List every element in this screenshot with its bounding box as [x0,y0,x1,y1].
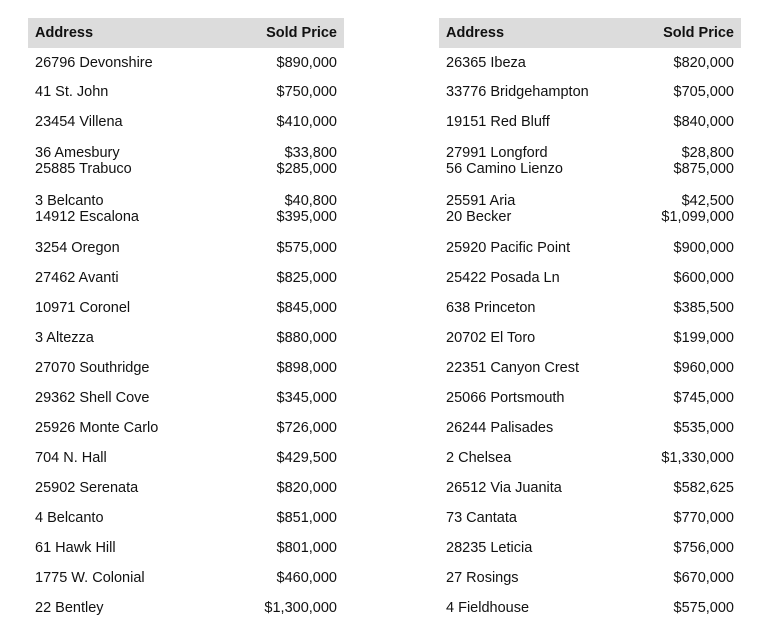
table-row [28,413,344,443]
address-text: 25902 Serenata [35,480,139,496]
sold-price-text: $756,000 [673,540,734,556]
sold-price-cell [234,185,344,233]
table-header-row [439,18,741,48]
sold-price-cell [635,48,741,77]
sold-price-cell [234,413,344,443]
address-text: 20 Becker [446,209,512,225]
sold-price-cell [234,593,344,623]
table-row [439,107,741,137]
table-row [28,107,344,137]
address-text: 56 Camino Lienzo [446,161,563,177]
sold-price-text: $801,000 [276,540,337,556]
address-cell [439,185,635,233]
sold-price-cell [234,353,344,383]
table-row [439,383,741,413]
sold-price-cell [234,443,344,473]
sold-price-text: $385,500 [673,300,734,316]
sold-price-text: $840,000 [673,114,734,130]
sold-price-cell [635,323,741,353]
address-text: 29362 Shell Cove [35,390,150,406]
table-row [28,353,344,383]
address-text: 3 Altezza [35,330,94,346]
sold-price-cell [635,107,741,137]
address-cell [28,473,234,503]
sold-price-cell [234,48,344,77]
address-text: 73 Cantata [446,510,517,526]
address-text: 25066 Portsmouth [446,390,565,406]
sold-price-text: $28,800 [681,145,734,161]
table-row [439,563,741,593]
address-cell [439,503,635,533]
sold-price-text: $670,000 [673,570,734,586]
table-row [28,323,344,353]
address-text: 25926 Monte Carlo [35,420,159,436]
table-row [28,48,344,77]
sold-price-cell [234,473,344,503]
table-row [439,185,741,233]
sold-price-cell [234,107,344,137]
address-text: 27 Rosings [446,570,519,586]
table-row [439,353,741,383]
table-row [439,413,741,443]
address-text: 4 Belcanto [35,510,104,526]
address-text: 4 Fieldhouse [446,600,530,616]
sold-price-text: $851,000 [276,510,337,526]
table-row [28,77,344,107]
address-text: 704 N. Hall [35,450,107,466]
address-cell [28,593,234,623]
address-cell [28,185,234,233]
column-header-sold-price: Sold Price [635,18,741,48]
sold-price-text: $880,000 [276,330,337,346]
address-text: 23454 Villena [35,114,123,130]
sold-price-cell [635,533,741,563]
address-text: 1775 W. Colonial [35,570,145,586]
address-cell [28,48,234,77]
sold-price-text: $600,000 [673,270,734,286]
table-row [439,77,741,107]
address-cell [28,233,234,263]
sold-price-text: $460,000 [276,570,337,586]
address-cell [439,533,635,563]
address-cell [28,383,234,413]
address-cell [439,383,635,413]
sold-price-cell [234,563,344,593]
sold-price-text: $1,099,000 [661,209,734,225]
address-text: 41 St. John [35,84,109,100]
table-row [439,503,741,533]
table-row [28,563,344,593]
sold-price-cell [635,473,741,503]
sold-price-text: $900,000 [673,240,734,256]
sold-price-text: $726,000 [276,420,337,436]
sold-price-text: $820,000 [276,480,337,496]
address-cell [439,443,635,473]
sold-price-text: $33,800 [284,145,337,161]
address-cell [28,443,234,473]
table-header-row [28,18,344,48]
address-cell [439,593,635,623]
sold-price-text: $875,000 [673,161,734,177]
address-text: 2 Chelsea [446,450,512,466]
address-text: 27991 Longford [446,145,548,161]
address-text: 638 Princeton [446,300,536,316]
sold-price-text: $750,000 [276,84,337,100]
sold-price-text: $575,000 [276,240,337,256]
sold-price-cell [234,503,344,533]
sold-price-cell [234,533,344,563]
address-text: 26512 Via Juanita [446,480,562,496]
address-cell [28,137,234,185]
table-row [439,137,741,185]
table-row [28,443,344,473]
table-row [28,185,344,233]
address-cell [439,473,635,503]
address-text: 25920 Pacific Point [446,240,571,256]
sold-price-cell [635,293,741,323]
sold-price-text: $575,000 [673,600,734,616]
table-row [28,503,344,533]
address-text: 3 Belcanto [35,193,104,209]
address-cell [439,48,635,77]
address-cell [439,263,635,293]
table-row [439,473,741,503]
table-row [439,533,741,563]
address-cell [28,107,234,137]
table-row [28,533,344,563]
sold-price-cell [635,263,741,293]
sold-price-text: $960,000 [673,360,734,376]
address-text: 36 Amesbury [35,145,120,161]
table-row [28,137,344,185]
sold-price-cell [234,233,344,263]
sold-price-text: $1,330,000 [661,450,734,466]
address-cell [439,563,635,593]
address-cell [439,77,635,107]
table-row [439,293,741,323]
table-row [28,383,344,413]
sold-price-cell [234,263,344,293]
address-text: 26365 Ibeza [446,54,526,71]
address-text: 19151 Red Bluff [446,114,550,130]
address-cell [28,293,234,323]
sold-price-cell [635,383,741,413]
address-text: 25885 Trabuco [35,161,132,177]
table-row [439,263,741,293]
sold-price-text: $40,800 [284,193,337,209]
sold-price-cell [635,563,741,593]
address-cell [28,323,234,353]
sold-price-text: $890,000 [276,54,337,71]
address-text: 22 Bentley [35,600,104,616]
sales-table-left [28,18,344,623]
table-row [28,293,344,323]
sold-price-cell [635,77,741,107]
address-text: 61 Hawk Hill [35,540,116,556]
address-cell [439,233,635,263]
sold-price-text: $429,500 [276,450,337,466]
sold-price-cell [635,353,741,383]
address-text: 3254 Oregon [35,240,120,256]
sales-table-right [439,18,741,623]
table-row [28,233,344,263]
sold-price-text: $705,000 [673,84,734,100]
address-cell [439,137,635,185]
address-text: 26796 Devonshire [35,54,153,71]
sold-price-text: $898,000 [276,360,337,376]
address-cell [439,323,635,353]
table-row [28,593,344,623]
address-text: 22351 Canyon Crest [446,360,579,376]
address-text: 33776 Bridgehampton [446,84,589,100]
sold-price-cell [635,185,741,233]
sold-price-cell [234,323,344,353]
sold-price-cell [234,77,344,107]
address-cell [28,353,234,383]
sold-price-text: $582,625 [673,480,734,496]
sold-price-text: $770,000 [673,510,734,526]
address-cell [28,563,234,593]
sold-price-cell [635,233,741,263]
sold-price-text: $395,000 [276,209,337,225]
sold-price-text: $745,000 [673,390,734,406]
address-text: 20702 El Toro [446,330,536,346]
address-cell [439,353,635,383]
address-cell [439,413,635,443]
address-text: 27070 Southridge [35,360,150,376]
address-cell [439,293,635,323]
sold-price-cell [635,137,741,185]
sold-price-cell [234,293,344,323]
table-row [439,233,741,263]
table-row [28,263,344,293]
address-cell [28,503,234,533]
sold-price-text: $42,500 [681,193,734,209]
address-cell [28,413,234,443]
address-cell [439,107,635,137]
column-header-address: Address [439,18,635,48]
address-text: 26244 Palisades [446,420,554,436]
sold-price-cell [234,383,344,413]
sold-price-text: $1,300,000 [264,600,337,616]
sold-price-cell [635,503,741,533]
sold-price-cell [234,137,344,185]
table-row [439,593,741,623]
table-row [439,323,741,353]
sold-price-text: $285,000 [276,161,337,177]
address-text: 10971 Coronel [35,300,131,316]
address-text: 25591 Aria [446,193,516,209]
sold-price-text: $820,000 [673,54,734,71]
column-header-sold-price: Sold Price [234,18,344,48]
sold-price-text: $825,000 [276,270,337,286]
address-text: 14912 Escalona [35,209,139,225]
sold-price-text: $410,000 [276,114,337,130]
address-text: 25422 Posada Ln [446,270,560,286]
table-row [28,473,344,503]
sold-price-cell [635,593,741,623]
sold-price-text: $199,000 [673,330,734,346]
address-cell [28,263,234,293]
column-header-address: Address [28,18,234,48]
sold-price-text: $845,000 [276,300,337,316]
address-text: 27462 Avanti [35,270,119,286]
sold-price-cell [635,443,741,473]
sold-price-cell [635,413,741,443]
table-row [439,443,741,473]
table-row [439,48,741,77]
sold-price-text: $345,000 [276,390,337,406]
address-text: 28235 Leticia [446,540,533,556]
address-cell [28,533,234,563]
address-cell [28,77,234,107]
sold-price-text: $535,000 [673,420,734,436]
